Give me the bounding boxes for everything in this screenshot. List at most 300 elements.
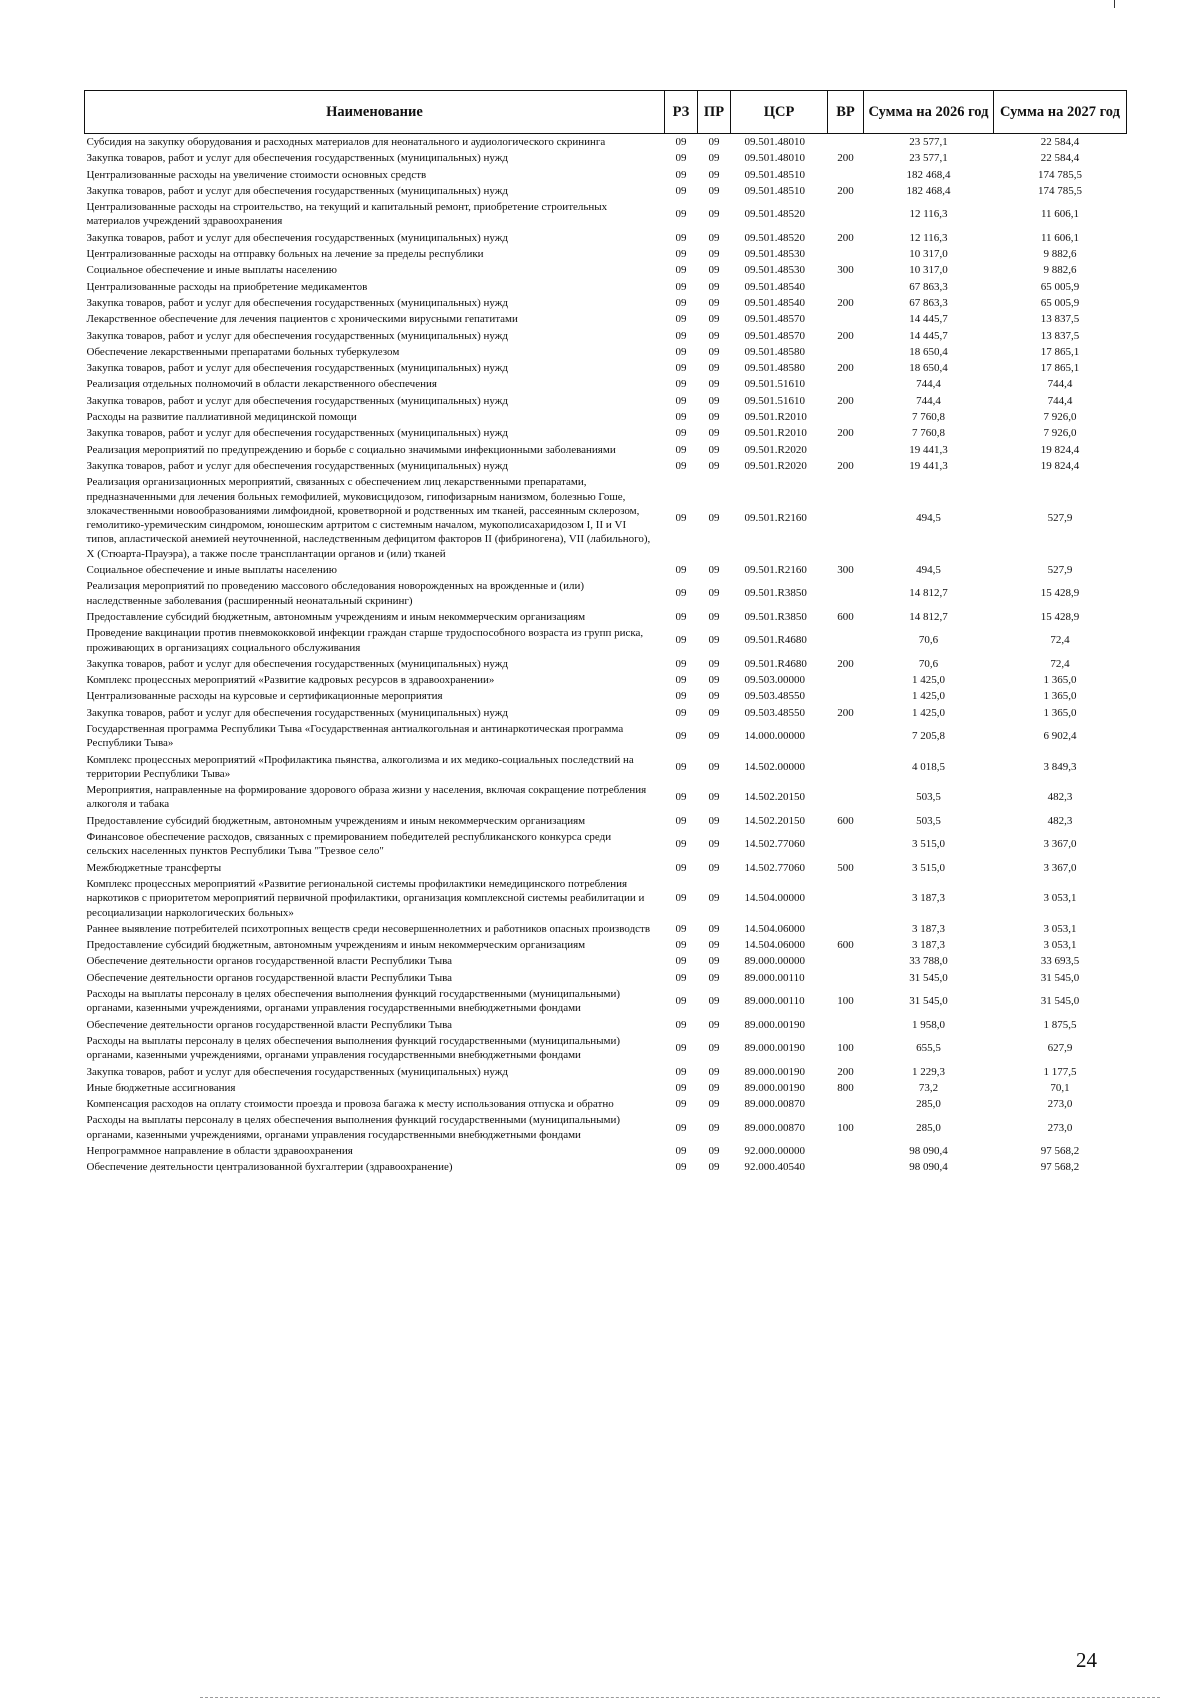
cell-vr bbox=[828, 134, 864, 151]
cell-sum-2027: 1 365,0 bbox=[1043, 674, 1077, 687]
cell-sum-2026: 285,0 bbox=[916, 1121, 941, 1134]
cell-vr bbox=[828, 474, 864, 562]
cell-sum-2027: 17 865,1 bbox=[1040, 345, 1080, 358]
cell-name: Обеспечение деятельности органов государственной власти Республики Тыва bbox=[86, 1018, 453, 1031]
cell-pr: 09 bbox=[708, 922, 720, 935]
cell-pr: 09 bbox=[708, 378, 720, 391]
cell-rz: 09 bbox=[675, 184, 687, 197]
cell-pr: 09 bbox=[708, 248, 720, 261]
cell-rz: 09 bbox=[675, 922, 687, 935]
cell-sum-2027: 3 053,1 bbox=[1043, 922, 1077, 935]
table-row bbox=[85, 279, 1127, 295]
cell-sum-2026: 3 515,0 bbox=[912, 838, 945, 851]
header-name: Наименование bbox=[85, 91, 665, 134]
table-header-row bbox=[85, 91, 1127, 134]
scan-mark bbox=[1114, 0, 1115, 8]
cell-sum-2026: 503,5 bbox=[916, 791, 941, 804]
cell-rz: 09 bbox=[675, 587, 687, 600]
cell-csr: 09.503.00000 bbox=[744, 674, 805, 687]
cell-csr: 09.501.R2160 bbox=[744, 564, 807, 577]
cell-name: Закупка товаров, работ и услуг для обеспечения государственных (муниципальных) нужд bbox=[86, 184, 508, 197]
cell-name: Социальное обеспечение и иные выплаты населению bbox=[86, 264, 338, 277]
table-row bbox=[85, 937, 1127, 953]
cell-rz: 09 bbox=[675, 814, 687, 827]
cell-rz: 09 bbox=[675, 995, 687, 1008]
cell-csr: 09.501.48570 bbox=[744, 329, 805, 342]
table-row bbox=[85, 360, 1127, 376]
cell-pr: 09 bbox=[708, 362, 720, 375]
cell-sum-2027: 174 785,5 bbox=[1038, 168, 1082, 181]
cell-sum-2026: 18 650,4 bbox=[909, 345, 948, 358]
page-number: 24 bbox=[1076, 1648, 1097, 1672]
cell-vr bbox=[828, 279, 864, 295]
cell-pr: 09 bbox=[708, 814, 720, 827]
cell-sum-2027: 9 882,6 bbox=[1043, 248, 1077, 261]
table-row bbox=[85, 625, 1127, 656]
cell-sum-2027: 6 902,4 bbox=[1043, 730, 1077, 743]
cell-sum-2027: 3 367,0 bbox=[1043, 838, 1077, 851]
cell-rz: 09 bbox=[675, 861, 687, 874]
cell-vr bbox=[828, 578, 864, 609]
cell-rz: 09 bbox=[675, 296, 687, 309]
table-row bbox=[85, 1017, 1127, 1033]
table-row bbox=[85, 230, 1127, 246]
cell-sum-2026: 98 090,4 bbox=[909, 1145, 948, 1157]
cell-name: Проведение вакцинации против пневмококковой инфекции граждан старше трудоспособного возраста из групп риска, проживающих в организациях социального обслуживания bbox=[86, 627, 644, 654]
cell-csr: 09.501.R4680 bbox=[744, 657, 807, 670]
table-row bbox=[85, 409, 1127, 425]
cell-csr: 89.000.00870 bbox=[744, 1098, 805, 1111]
cell-name: Обеспечение лекарственными препаратами больных туберкулезом bbox=[86, 345, 400, 358]
cell-sum-2027: 22 584,4 bbox=[1040, 152, 1080, 165]
cell-csr: 09.501.R2020 bbox=[744, 443, 807, 456]
cell-name: Предоставление субсидий бюджетным, автономным учреждениям и иным некоммерческим организациям bbox=[86, 814, 586, 827]
cell-vr: 200 bbox=[837, 427, 854, 440]
cell-sum-2026: 12 116,3 bbox=[909, 208, 948, 221]
cell-sum-2027: 15 428,9 bbox=[1040, 587, 1080, 600]
table-row bbox=[85, 578, 1127, 609]
cell-vr bbox=[828, 311, 864, 327]
cell-name: Предоставление субсидий бюджетным, автономным учреждениям и иным некоммерческим организациям bbox=[86, 939, 586, 952]
cell-sum-2027: 1 875,5 bbox=[1043, 1018, 1077, 1031]
cell-csr: 09.501.R2160 bbox=[744, 511, 807, 524]
cell-rz: 09 bbox=[675, 610, 687, 623]
cell-name: Расходы на развитие паллиативной медицинской помощи bbox=[86, 411, 357, 424]
cell-sum-2027: 19 824,4 bbox=[1040, 459, 1080, 472]
cell-name: Компенсация расходов на оплату стоимости проезда и провоза багажа к месту использования отпуска и обратно bbox=[86, 1098, 614, 1111]
cell-sum-2027: 15 428,9 bbox=[1040, 610, 1080, 623]
header-sum-2027: Сумма на 2027 год bbox=[994, 91, 1127, 134]
cell-vr: 200 bbox=[837, 394, 854, 407]
cell-name: Централизованные расходы на увеличение стоимости основных средств bbox=[86, 168, 427, 181]
cell-rz: 09 bbox=[675, 443, 687, 456]
cell-pr: 09 bbox=[708, 791, 720, 804]
cell-csr: 89.000.00110 bbox=[744, 995, 805, 1008]
table-row bbox=[85, 458, 1127, 474]
cell-sum-2026: 3 187,3 bbox=[912, 939, 945, 952]
cell-name: Закупка товаров, работ и услуг для обеспечения государственных (муниципальных) нужд bbox=[86, 394, 508, 407]
cell-rz: 09 bbox=[675, 136, 687, 148]
cell-sum-2027: 3 053,1 bbox=[1043, 892, 1077, 905]
cell-pr: 09 bbox=[708, 564, 720, 577]
table-row bbox=[85, 183, 1127, 199]
cell-sum-2027: 70,1 bbox=[1050, 1081, 1070, 1094]
cell-name: Социальное обеспечение и иные выплаты населению bbox=[86, 564, 338, 577]
cell-sum-2027: 13 837,5 bbox=[1040, 329, 1080, 342]
cell-sum-2026: 7 205,8 bbox=[912, 730, 945, 743]
cell-pr: 09 bbox=[708, 610, 720, 623]
cell-vr bbox=[828, 782, 864, 813]
cell-rz: 09 bbox=[675, 362, 687, 375]
cell-sum-2027: 97 568,2 bbox=[1040, 1145, 1080, 1157]
cell-vr bbox=[828, 1096, 864, 1112]
cell-rz: 09 bbox=[675, 760, 687, 773]
cell-name: Обеспечение деятельности централизованной бухгалтерии (здравоохранение) bbox=[86, 1161, 453, 1174]
cell-rz: 09 bbox=[675, 1042, 687, 1055]
table-row bbox=[85, 167, 1127, 183]
cell-rz: 09 bbox=[675, 1121, 687, 1134]
cell-sum-2026: 7 760,8 bbox=[912, 427, 945, 440]
cell-sum-2026: 744,4 bbox=[916, 378, 941, 391]
cell-sum-2026: 655,5 bbox=[916, 1042, 941, 1055]
cell-name: Государственная программа Республики Тыва «Государственная антиалкогольная и антинаркотическая программа Республики Тыва» bbox=[86, 722, 624, 750]
cell-csr: 09.501.48520 bbox=[744, 208, 805, 221]
cell-csr: 09.501.51610 bbox=[744, 394, 805, 407]
cell-name: Реализация мероприятий по проведению массового обследования новорожденных на врожденные и (или) наследственные заболевания (расширенный неонатальный скрининг) bbox=[86, 580, 584, 607]
table-row bbox=[85, 705, 1127, 721]
table-row bbox=[85, 1112, 1127, 1143]
cell-rz: 09 bbox=[675, 152, 687, 165]
table-row bbox=[85, 782, 1127, 813]
cell-vr: 200 bbox=[837, 184, 854, 197]
cell-sum-2027: 11 606,1 bbox=[1040, 208, 1080, 221]
cell-csr: 14.502.00000 bbox=[744, 760, 805, 773]
cell-rz: 09 bbox=[675, 1098, 687, 1111]
cell-csr: 14.502.20150 bbox=[744, 814, 805, 827]
cell-csr: 09.501.48510 bbox=[744, 184, 805, 197]
cell-sum-2027: 3 053,1 bbox=[1043, 939, 1077, 952]
cell-vr bbox=[828, 1143, 864, 1159]
cell-rz: 09 bbox=[675, 427, 687, 440]
cell-sum-2026: 182 468,4 bbox=[906, 184, 951, 197]
table-row bbox=[85, 921, 1127, 937]
cell-rz: 09 bbox=[675, 345, 687, 358]
table-row bbox=[85, 246, 1127, 262]
cell-vr: 100 bbox=[837, 1042, 854, 1055]
cell-sum-2026: 14 812,7 bbox=[909, 610, 948, 623]
table-row bbox=[85, 1064, 1127, 1080]
cell-csr: 14.000.00000 bbox=[744, 730, 805, 743]
table-row bbox=[85, 199, 1127, 230]
cell-sum-2026: 10 317,0 bbox=[909, 264, 948, 277]
cell-sum-2026: 1 958,0 bbox=[912, 1018, 945, 1031]
cell-pr: 09 bbox=[708, 706, 720, 719]
cell-csr: 92.000.40540 bbox=[744, 1161, 805, 1174]
cell-pr: 09 bbox=[708, 674, 720, 687]
cell-name: Закупка товаров, работ и услуг для обеспечения государственных (муниципальных) нужд bbox=[86, 152, 508, 165]
cell-name: Закупка товаров, работ и услуг для обеспечения государственных (муниципальных) нужд bbox=[86, 459, 508, 472]
cell-rz: 09 bbox=[675, 634, 687, 647]
header-sum-2026: Сумма на 2026 год bbox=[864, 91, 994, 134]
table-row bbox=[85, 393, 1127, 409]
cell-sum-2026: 182 468,4 bbox=[906, 168, 951, 181]
cell-sum-2027: 1 177,5 bbox=[1043, 1065, 1077, 1078]
cell-vr: 300 bbox=[837, 264, 854, 277]
cell-vr: 600 bbox=[837, 814, 854, 827]
table-row bbox=[85, 344, 1127, 360]
cell-pr: 09 bbox=[708, 690, 720, 703]
cell-vr: 100 bbox=[837, 1121, 854, 1134]
budget-table bbox=[84, 90, 1127, 1176]
cell-csr: 09.501.48010 bbox=[744, 136, 805, 148]
header-csr: ЦСР bbox=[731, 91, 828, 134]
cell-csr: 09.501.48540 bbox=[744, 280, 805, 293]
cell-vr: 300 bbox=[837, 564, 854, 577]
cell-vr bbox=[828, 344, 864, 360]
cell-pr: 09 bbox=[708, 1018, 720, 1031]
cell-rz: 09 bbox=[675, 971, 687, 984]
cell-pr: 09 bbox=[708, 838, 720, 851]
cell-rz: 09 bbox=[675, 564, 687, 577]
cell-sum-2026: 67 863,3 bbox=[909, 296, 948, 309]
cell-vr: 500 bbox=[837, 861, 854, 874]
table-row bbox=[85, 953, 1127, 969]
cell-pr: 09 bbox=[708, 329, 720, 342]
table-row bbox=[85, 752, 1127, 783]
cell-rz: 09 bbox=[675, 730, 687, 743]
cell-vr bbox=[828, 876, 864, 921]
cell-sum-2026: 19 441,3 bbox=[909, 459, 948, 472]
cell-vr bbox=[828, 199, 864, 230]
table-row bbox=[85, 474, 1127, 562]
cell-pr: 09 bbox=[708, 1121, 720, 1134]
cell-name: Предоставление субсидий бюджетным, автономным учреждениям и иным некоммерческим организациям bbox=[86, 610, 586, 623]
cell-csr: 09.501.R2010 bbox=[744, 411, 807, 424]
cell-pr: 09 bbox=[708, 208, 720, 221]
cell-csr: 09.501.48580 bbox=[744, 362, 805, 375]
cell-vr: 600 bbox=[837, 610, 854, 623]
cell-csr: 09.501.48580 bbox=[744, 345, 805, 358]
cell-sum-2026: 73,2 bbox=[918, 1081, 939, 1094]
cell-vr bbox=[828, 246, 864, 262]
cell-rz: 09 bbox=[675, 1065, 687, 1078]
cell-sum-2027: 174 785,5 bbox=[1038, 184, 1082, 197]
table-row bbox=[85, 1080, 1127, 1096]
table-row bbox=[85, 813, 1127, 829]
table-row bbox=[85, 688, 1127, 704]
cell-pr: 09 bbox=[708, 394, 720, 407]
cell-rz: 09 bbox=[675, 706, 687, 719]
cell-name: Закупка товаров, работ и услуг для обеспечения государственных (муниципальных) нужд bbox=[86, 362, 508, 375]
header-rz: РЗ bbox=[665, 91, 698, 134]
table-row bbox=[85, 1143, 1127, 1159]
cell-vr bbox=[828, 688, 864, 704]
cell-name: Реализация отдельных полномочий в области лекарственного обеспечения bbox=[86, 378, 437, 391]
cell-pr: 09 bbox=[708, 760, 720, 773]
table-row bbox=[85, 1033, 1127, 1064]
cell-name: Расходы на выплаты персоналу в целях обеспечения выполнения функций государственными (муниципальными) органами, казенными учреждениями, органами управления государственными внебюджетными фондами bbox=[86, 1034, 621, 1062]
table-row bbox=[85, 986, 1127, 1017]
scan-artifact-line bbox=[200, 1697, 1160, 1698]
cell-sum-2027: 744,4 bbox=[1047, 394, 1073, 407]
cell-sum-2026: 14 445,7 bbox=[909, 329, 948, 342]
cell-csr: 09.501.R3850 bbox=[744, 610, 807, 623]
cell-rz: 09 bbox=[675, 791, 687, 804]
cell-sum-2027: 3 849,3 bbox=[1043, 760, 1077, 773]
header-pr: ПР bbox=[698, 91, 731, 134]
cell-csr: 09.501.R4680 bbox=[744, 634, 807, 647]
cell-pr: 09 bbox=[708, 995, 720, 1008]
cell-name: Закупка товаров, работ и услуг для обеспечения государственных (муниципальных) нужд bbox=[86, 427, 508, 440]
cell-sum-2026: 70,6 bbox=[918, 657, 939, 670]
table-row bbox=[85, 672, 1127, 688]
cell-name: Реализация организационных мероприятий, связанных с обеспечением лиц лекарственными препаратами, предназначенными для лечения больных гемофилией, муковисцидозом, гипофизарным нанизмом, болезнью Гоше, злокачественными новообразованиями лимфоидной, кроветворной и родственных им тканей, рассеянным склерозом, гемолитико-уремическим синдромом, юношеским артритом с системным началом, мукополисахаридозом I, II и VI типов, апластической анемией неуточненной, наследственным дефицитом факторов II (фибриногена), VII (лабильного), X (Стюарта-Прауэра), а также после трансплантации органов и (или) тканей bbox=[86, 476, 651, 560]
cell-pr: 09 bbox=[708, 152, 720, 165]
cell-name: Раннее выявление потребителей психотропных веществ среди несовершеннолетних и работников опасных производств bbox=[86, 922, 651, 935]
cell-rz: 09 bbox=[675, 657, 687, 670]
cell-sum-2026: 744,4 bbox=[916, 394, 941, 407]
header-vr: ВР bbox=[828, 91, 864, 134]
cell-sum-2027: 7 926,0 bbox=[1043, 411, 1077, 424]
cell-vr bbox=[828, 1159, 864, 1175]
cell-name: Закупка товаров, работ и услуг для обеспечения государственных (муниципальных) нужд bbox=[86, 1065, 508, 1078]
cell-csr: 09.501.48010 bbox=[744, 152, 805, 165]
cell-csr: 89.000.00870 bbox=[744, 1121, 805, 1134]
cell-pr: 09 bbox=[708, 345, 720, 358]
cell-name: Закупка товаров, работ и услуг для обеспечения государственных (муниципальных) нужд bbox=[86, 231, 508, 244]
cell-rz: 09 bbox=[675, 1161, 687, 1174]
cell-rz: 09 bbox=[675, 838, 687, 851]
cell-pr: 09 bbox=[708, 231, 720, 244]
cell-csr: 14.502.77060 bbox=[744, 838, 805, 851]
cell-vr bbox=[828, 970, 864, 986]
cell-pr: 09 bbox=[708, 280, 720, 293]
cell-sum-2027: 273,0 bbox=[1047, 1121, 1073, 1134]
cell-sum-2027: 31 545,0 bbox=[1040, 971, 1080, 984]
table-row bbox=[85, 311, 1127, 327]
cell-csr: 89.000.00190 bbox=[744, 1081, 805, 1094]
cell-vr: 200 bbox=[837, 152, 854, 165]
table-row bbox=[85, 376, 1127, 392]
cell-pr: 09 bbox=[708, 657, 720, 670]
cell-name: Закупка товаров, работ и услуг для обеспечения государственных (муниципальных) нужд bbox=[86, 657, 508, 670]
cell-name: Закупка товаров, работ и услуг для обеспечения государственных (муниципальных) нужд bbox=[86, 706, 508, 719]
cell-pr: 09 bbox=[708, 939, 720, 952]
cell-sum-2027: 11 606,1 bbox=[1040, 231, 1080, 244]
cell-csr: 89.000.00110 bbox=[744, 971, 805, 984]
cell-pr: 09 bbox=[708, 168, 720, 181]
cell-pr: 09 bbox=[708, 1081, 720, 1094]
cell-sum-2027: 482,3 bbox=[1047, 791, 1073, 804]
cell-sum-2026: 67 863,3 bbox=[909, 280, 948, 293]
cell-sum-2026: 98 090,4 bbox=[909, 1161, 948, 1174]
cell-pr: 09 bbox=[708, 427, 720, 440]
table-row bbox=[85, 876, 1127, 921]
cell-sum-2027: 72,4 bbox=[1050, 657, 1070, 670]
cell-vr: 200 bbox=[837, 1065, 854, 1078]
cell-sum-2027: 22 584,4 bbox=[1040, 136, 1080, 148]
table-row bbox=[85, 562, 1127, 578]
cell-sum-2027: 3 367,0 bbox=[1043, 861, 1077, 874]
cell-csr: 89.000.00190 bbox=[744, 1065, 805, 1078]
cell-sum-2026: 1 425,0 bbox=[912, 674, 945, 687]
cell-pr: 09 bbox=[708, 411, 720, 424]
cell-pr: 09 bbox=[708, 443, 720, 456]
cell-vr bbox=[828, 752, 864, 783]
cell-sum-2027: 527,9 bbox=[1047, 564, 1073, 577]
table-row bbox=[85, 860, 1127, 876]
cell-name: Комплекс процессных мероприятий «Профилактика пьянства, алкоголизма и их медико-социальных последствий на территории Республики Тыва» bbox=[86, 753, 634, 780]
cell-sum-2027: 31 545,0 bbox=[1040, 995, 1080, 1008]
cell-vr: 600 bbox=[837, 939, 854, 952]
cell-sum-2026: 4 018,5 bbox=[912, 760, 945, 773]
cell-name: Иные бюджетные ассигнования bbox=[86, 1081, 236, 1094]
cell-sum-2027: 482,3 bbox=[1047, 814, 1073, 827]
cell-vr: 200 bbox=[837, 329, 854, 342]
cell-vr: 200 bbox=[837, 231, 854, 244]
cell-vr bbox=[828, 953, 864, 969]
cell-sum-2026: 3 187,3 bbox=[912, 892, 945, 905]
cell-pr: 09 bbox=[708, 955, 720, 968]
cell-rz: 09 bbox=[675, 264, 687, 277]
cell-sum-2027: 627,9 bbox=[1047, 1042, 1073, 1055]
cell-rz: 09 bbox=[675, 892, 687, 905]
cell-vr: 200 bbox=[837, 706, 854, 719]
table-row bbox=[85, 262, 1127, 278]
cell-sum-2026: 23 577,1 bbox=[909, 152, 948, 165]
cell-pr: 09 bbox=[708, 459, 720, 472]
cell-name: Межбюджетные трансферты bbox=[86, 861, 222, 874]
cell-sum-2026: 1 425,0 bbox=[912, 706, 945, 719]
cell-vr: 200 bbox=[837, 296, 854, 309]
cell-pr: 09 bbox=[708, 1042, 720, 1055]
cell-name: Непрограммное направление в области здравоохранения bbox=[86, 1145, 353, 1157]
cell-name: Закупка товаров, работ и услуг для обеспечения государственных (муниципальных) нужд bbox=[86, 329, 508, 342]
cell-rz: 09 bbox=[675, 511, 687, 524]
cell-rz: 09 bbox=[675, 378, 687, 391]
cell-csr: 09.501.48530 bbox=[744, 264, 805, 277]
cell-vr: 100 bbox=[837, 995, 854, 1008]
cell-sum-2026: 3 515,0 bbox=[912, 861, 945, 874]
cell-csr: 89.000.00000 bbox=[744, 955, 805, 968]
cell-vr bbox=[828, 442, 864, 458]
cell-name: Централизованные расходы на курсовые и сертификационные мероприятия bbox=[86, 690, 443, 703]
table-row bbox=[85, 721, 1127, 752]
cell-csr: 14.502.77060 bbox=[744, 861, 805, 874]
cell-csr: 09.501.R3850 bbox=[744, 587, 807, 600]
cell-vr: 200 bbox=[837, 362, 854, 375]
cell-csr: 09.501.R2010 bbox=[744, 427, 807, 440]
cell-vr bbox=[828, 167, 864, 183]
cell-csr: 14.504.06000 bbox=[744, 922, 805, 935]
cell-rz: 09 bbox=[675, 329, 687, 342]
cell-sum-2026: 14 812,7 bbox=[909, 587, 948, 600]
cell-sum-2026: 7 760,8 bbox=[912, 411, 945, 424]
cell-csr: 14.502.20150 bbox=[744, 791, 805, 804]
table-row bbox=[85, 656, 1127, 672]
cell-name: Комплекс процессных мероприятий «Развитие кадровых ресурсов в здравоохранении» bbox=[86, 674, 495, 687]
cell-vr bbox=[828, 921, 864, 937]
cell-sum-2027: 17 865,1 bbox=[1040, 362, 1080, 375]
cell-pr: 09 bbox=[708, 1065, 720, 1078]
cell-vr bbox=[828, 409, 864, 425]
cell-vr: 200 bbox=[837, 657, 854, 670]
cell-name: Финансовое обеспечение расходов, связанных с премированием победителей республиканского конкурса среди сельских населенных пунктов Республики Тыва "Трезвое село" bbox=[86, 831, 612, 858]
table-row bbox=[85, 425, 1127, 441]
cell-name: Обеспечение деятельности органов государственной власти Республики Тыва bbox=[86, 971, 453, 984]
cell-sum-2026: 31 545,0 bbox=[909, 971, 948, 984]
cell-csr: 89.000.00190 bbox=[744, 1018, 805, 1031]
